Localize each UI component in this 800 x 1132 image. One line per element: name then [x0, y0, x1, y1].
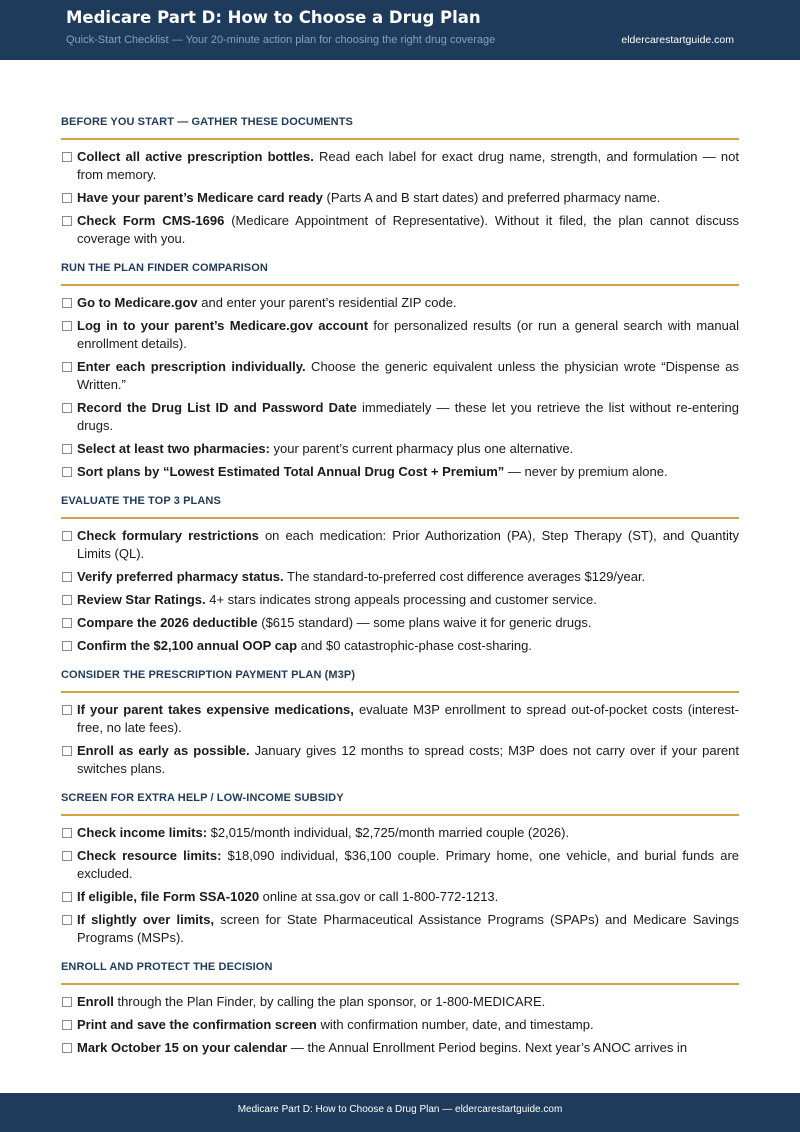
item-lead: Go to Medicare.gov: [77, 295, 198, 310]
checklist-section: [61, 495, 739, 655]
checklist-item: [61, 148, 739, 184]
page-footer: [0, 1093, 800, 1132]
checklist-item: [61, 614, 739, 632]
checklist-item: [61, 824, 739, 842]
checklist-item: [61, 212, 739, 248]
item-text: immediately — these let you retrieve the list without re-entering drugs.: [77, 400, 739, 433]
checkbox-icon[interactable]: [62, 444, 72, 454]
item-text: January gives 12 months to spread costs; M3P does not carry over if your parent switches plans.: [77, 743, 739, 776]
checklist-item: [61, 399, 739, 435]
checklist-item: [61, 317, 739, 353]
checkbox-icon[interactable]: [62, 892, 72, 902]
section-title: RUN THE PLAN FINDER COMPARISON: [61, 262, 739, 286]
checkbox-icon[interactable]: [62, 531, 72, 541]
checkbox-icon[interactable]: [62, 595, 72, 605]
checkbox-icon[interactable]: [62, 828, 72, 838]
item-lead: Enroll as early as possible.: [77, 743, 250, 758]
checkbox-icon[interactable]: [62, 216, 72, 226]
checkbox-icon[interactable]: [62, 403, 72, 413]
item-lead: Log in to your parent’s Medicare.gov account: [77, 318, 369, 333]
item-text: on each medication: Prior Authorization (PA), Step Therapy (ST), and Quantity Limits (QL).: [77, 528, 739, 561]
item-text: evaluate M3P enrollment to spread out-of-pocket costs (interest-free, no late fees).: [77, 702, 739, 735]
item-text: ($615 standard) — some plans waive it for generic drugs.: [257, 615, 592, 630]
item-text: — the Annual Enrollment Period begins. Next year’s ANOC arrives in: [287, 1040, 688, 1055]
item-lead: If slightly over limits,: [77, 912, 215, 927]
checklist-item: [61, 1016, 739, 1034]
checkbox-icon[interactable]: [62, 572, 72, 582]
item-text: — never by premium alone.: [504, 464, 668, 479]
checkbox-icon[interactable]: [62, 618, 72, 628]
checklist-section: [61, 961, 739, 1057]
item-lead: Compare the 2026 deductible: [77, 615, 258, 630]
checklist-item: [61, 701, 739, 737]
item-lead: Record the Drug List ID and Password Date: [77, 400, 357, 415]
item-text: your parent’s current pharmacy plus one alternative.: [269, 441, 574, 456]
checklist-item: [61, 742, 739, 778]
item-lead: Check formulary restrictions: [77, 528, 259, 543]
checkbox-icon[interactable]: [62, 321, 72, 331]
checklist-item: [61, 637, 739, 655]
checkbox-icon[interactable]: [62, 467, 72, 477]
section-title: BEFORE YOU START — GATHER THESE DOCUMENTS: [61, 116, 739, 140]
item-lead: If your parent takes expensive medications,: [77, 702, 354, 717]
checklist-item: [61, 189, 739, 207]
site-url: eldercarestartguide.com: [621, 34, 734, 46]
item-lead: Collect all active prescription bottles.: [77, 149, 314, 164]
checkbox-icon[interactable]: [62, 362, 72, 372]
checklist-item: [61, 294, 739, 312]
checklist-section: [61, 792, 739, 947]
checkbox-icon[interactable]: [62, 1043, 72, 1053]
item-text: Choose the generic equivalent unless the physician wrote “Dispense as Written.”: [77, 359, 740, 392]
checkbox-icon[interactable]: [62, 915, 72, 925]
checklist-item: [61, 1039, 739, 1057]
item-lead: If eligible, file Form SSA-1020: [77, 889, 260, 904]
checkbox-icon[interactable]: [62, 641, 72, 651]
checklist-item: [61, 527, 739, 563]
item-lead: Have your parent’s Medicare card ready: [77, 190, 323, 205]
checkbox-icon[interactable]: [62, 851, 72, 861]
item-text: screen for State Pharmaceutical Assistance Programs (SPAPs) and Medicare Savings Programs (MSPs).: [77, 912, 739, 945]
page-title: Medicare Part D: How to Choose a Drug Plan: [66, 8, 481, 27]
section-title: SCREEN FOR EXTRA HELP / LOW-INCOME SUBSIDY: [61, 792, 739, 816]
item-lead: Review Star Ratings.: [77, 592, 206, 607]
item-text: Read each label for exact drug name, strength, and formulation — not from memory.: [77, 149, 740, 182]
item-lead: Mark October 15 on your calendar: [77, 1040, 288, 1055]
item-text: (Parts A and B start dates) and preferred pharmacy name.: [322, 190, 661, 205]
checklist-item: [61, 440, 739, 458]
checkbox-icon[interactable]: [62, 298, 72, 308]
item-text: through the Plan Finder, by calling the plan sponsor, or 1-800-MEDICARE.: [113, 994, 546, 1009]
section-title: ENROLL AND PROTECT THE DECISION: [61, 961, 739, 985]
item-text: $18,090 individual, $36,100 couple. Primary home, one vehicle, and burial funds are excluded.: [77, 848, 740, 881]
item-text: for personalized results (or run a general search with manual enrollment details).: [77, 318, 739, 351]
item-text: online at ssa.gov or call 1-800-772-1213.: [259, 889, 499, 904]
section-title: CONSIDER THE PRESCRIPTION PAYMENT PLAN (M3P): [61, 669, 739, 693]
item-lead: Select at least two pharmacies:: [77, 441, 270, 456]
item-text: $2,015/month individual, $2,725/month married couple (2026).: [207, 825, 570, 840]
item-lead: Enter each prescription individually.: [77, 359, 306, 374]
checkbox-icon[interactable]: [62, 1020, 72, 1030]
item-lead: Verify preferred pharmacy status.: [77, 569, 284, 584]
section-title: EVALUATE THE TOP 3 PLANS: [61, 495, 739, 519]
checklist-item: [61, 568, 739, 586]
item-text: The standard-to-preferred cost difference averages $129/year.: [283, 569, 646, 584]
page-subtitle: Quick-Start Checklist — Your 20-minute action plan for choosing the right drug coverage: [66, 34, 496, 46]
checklist-item: [61, 993, 739, 1011]
item-lead: Check resource limits:: [77, 848, 222, 863]
item-text: and enter your parent’s residential ZIP code.: [197, 295, 457, 310]
item-text: with confirmation number, date, and timestamp.: [316, 1017, 594, 1032]
item-lead: Print and save the confirmation screen: [77, 1017, 317, 1032]
checklist-item: [61, 847, 739, 883]
item-lead: Check income limits:: [77, 825, 208, 840]
checkbox-icon[interactable]: [62, 997, 72, 1007]
checkbox-icon[interactable]: [62, 705, 72, 715]
page-header: [0, 0, 800, 60]
checklist-item: [61, 911, 739, 947]
item-lead: Enroll: [77, 994, 114, 1009]
checklist-item: [61, 591, 739, 609]
item-lead: Check Form CMS-1696: [77, 213, 225, 228]
item-lead: Confirm the $2,100 annual OOP cap: [77, 638, 298, 653]
checklist-section: [61, 669, 739, 778]
checklist-content: [61, 116, 739, 1071]
checkbox-icon[interactable]: [62, 152, 72, 162]
checkbox-icon[interactable]: [62, 746, 72, 756]
item-text: and $0 catastrophic-phase cost-sharing.: [297, 638, 532, 653]
footer-text: Medicare Part D: How to Choose a Drug Plan — eldercarestartguide.com: [237, 1104, 563, 1115]
checklist-item: [61, 463, 739, 481]
checklist-section: [61, 116, 739, 248]
item-text: 4+ stars indicates strong appeals processing and customer service.: [205, 592, 597, 607]
checklist-section: [61, 262, 739, 481]
item-text: (Medicare Appointment of Representative). Without it filed, the plan cannot discuss coverage with you.: [77, 213, 739, 246]
item-lead: Sort plans by “Lowest Estimated Total Annual Drug Cost + Premium”: [77, 464, 505, 479]
checklist-item: [61, 888, 739, 906]
checklist-item: [61, 358, 739, 394]
checkbox-icon[interactable]: [62, 193, 72, 203]
